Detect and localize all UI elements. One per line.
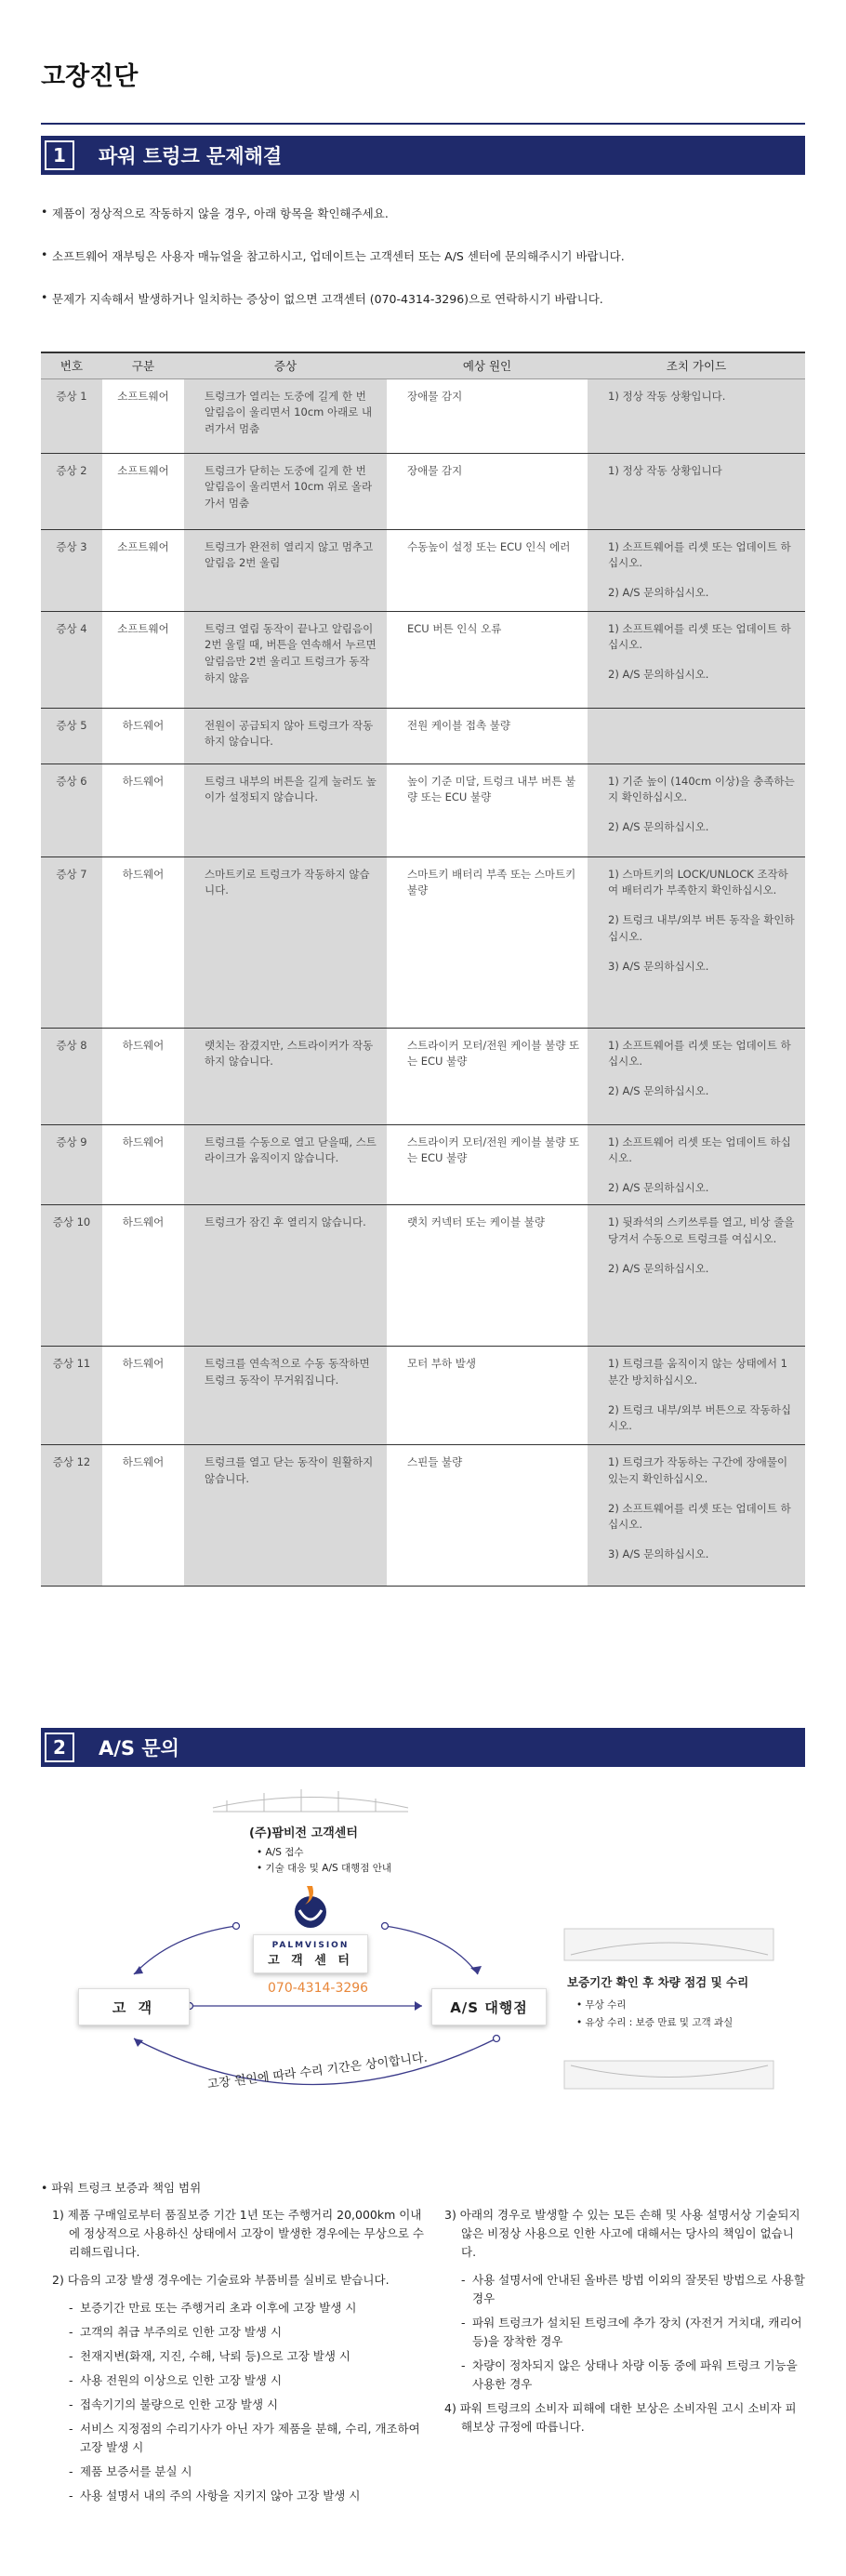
cell-symptom: 트렁크 열림 동작이 끝나고 알림음이 2번 울릴 때, 버튼을 연속해서 누르면 알림음만 2번 울리고 트렁크가 동작하지 않음: [184, 611, 387, 708]
warranty-item: 2) 다음의 고장 발생 경우에는 기술료와 부품비를 실비로 받습니다.: [52, 2273, 390, 2287]
warranty-sub-item: - 천재지변(화재, 지진, 수해, 낙뢰 등)으로 고장 발생 시: [52, 2347, 424, 2366]
cell-guide: [588, 856, 805, 1028]
cell-num: 증상 3: [41, 529, 102, 611]
cell-type: 하드웨어: [102, 856, 184, 1028]
guide-step: 1) 트렁크가 작동하는 구간에 장애물이 있는지 확인하십시오.: [608, 1454, 788, 1485]
cell-type: 하드웨어: [102, 1204, 184, 1346]
cell-num: 증상 6: [41, 764, 102, 856]
as-agency-box: A/S 대행점: [431, 1988, 547, 2025]
table-row: [41, 764, 805, 856]
arrow-head: [415, 2001, 422, 2011]
cell-guide: [588, 764, 805, 856]
cell-guide: [588, 529, 805, 611]
table-row: [41, 1204, 805, 1346]
cell-num: 증상 9: [41, 1124, 102, 1204]
arrow-node: [494, 2036, 500, 2042]
warranty-item: 4) 파워 트렁크의 소비자 피해에 대한 보상은 소비자원 고시 소비자 피해보상 규정에 따릅니다.: [444, 2401, 797, 2434]
warranty-sub-item: - 사용 설명서에 안내된 올바른 방법 이외의 잘못된 방법으로 사용할 경우: [444, 2271, 807, 2308]
section-1-intro: [41, 205, 805, 333]
cell-num: 증상 10: [41, 1204, 102, 1346]
section-2-header: [41, 1728, 805, 1767]
guide-step: 3) A/S 문의하십시오.: [608, 959, 709, 973]
title-divider: [41, 123, 805, 125]
cell-cause: 수동높이 설정 또는 ECU 인식 에러: [387, 529, 588, 611]
cell-type: 하드웨어: [102, 1444, 184, 1586]
warranty-item: 1) 제품 구매일로부터 품질보증 기간 1년 또는 주행거리 20,000km 이내에 정상적으로 사용하신 상태에서 고장이 발생한 경우에는 무상으로 수리해드립니다.: [52, 2208, 424, 2259]
table-row: [41, 1028, 805, 1124]
cell-num: 증상 7: [41, 856, 102, 1028]
cell-guide: [588, 1028, 805, 1124]
guide-step: 2) 소프트웨어를 리셋 또는 업데이트 하십시오.: [608, 1501, 791, 1532]
section-2-number: 2: [45, 1733, 74, 1762]
guide-step: 1) 소프트웨어를 리셋 또는 업데이트 하십시오.: [608, 539, 791, 570]
repair-period-note: 고장 원인에 따라 수리 기간은 상이합니다.: [206, 2051, 429, 2092]
guide-step: 2) A/S 문의하십시오.: [608, 1261, 709, 1275]
cell-cause: 높이 기준 미달, 트렁크 내부 버튼 불량 또는 ECU 불량: [387, 764, 588, 856]
cell-num: 증상 11: [41, 1346, 102, 1444]
warranty-sub-item: - 보증기간 만료 또는 주행거리 초과 이후에 고장 발생 시: [52, 2299, 424, 2317]
table-row: [41, 1124, 805, 1204]
cell-symptom: 전원이 공급되지 않아 트렁크가 작동하지 않습니다.: [184, 708, 387, 764]
table-row: [41, 453, 805, 529]
guide-step: 3) A/S 문의하십시오.: [608, 1547, 709, 1561]
guide-step: 1) 뒷좌석의 스키쓰루를 열고, 비상 줄을 당겨서 수동으로 트렁크를 여십시오.: [608, 1215, 795, 1245]
cell-type: 소프트웨어: [102, 453, 184, 529]
cell-symptom: 트렁크를 수동으로 열고 닫을때, 스트라이크가 움직이지 않습니다.: [184, 1124, 387, 1204]
cell-type: 하드웨어: [102, 1124, 184, 1204]
table-row: [41, 1444, 805, 1586]
header-guide: 조치 가이드: [588, 352, 805, 378]
cell-cause: 스핀들 불량: [387, 1444, 588, 1586]
cell-guide: [588, 453, 805, 529]
cell-symptom: 랫치는 잠겼지만, 스트라이커가 작동하지 않습니다.: [184, 1028, 387, 1124]
guide-step: 1) 소프트웨어를 리셋 또는 업데이트 하십시오.: [608, 621, 791, 652]
warranty-sub-item: - 제품 보증서를 분실 시: [52, 2463, 424, 2481]
customer-box: 고 객: [78, 1988, 190, 2025]
guide-step: 1) 트렁크를 움직이지 않는 상태에서 1분간 방치하십시오.: [608, 1356, 787, 1387]
brand-name: PALMVISION: [271, 1940, 350, 1950]
warranty-sub-item: - 사용 설명서 내의 주의 사항을 지키지 않아 고장 발생 시: [52, 2487, 424, 2505]
guide-step: 1) 소프트웨어 리셋 또는 업데이트 하십시오.: [608, 1135, 791, 1165]
warranty-sub-item: - 차량이 정차되지 않은 상태나 차량 이동 중에 파워 트렁크 기능을 사용한 경우: [444, 2357, 807, 2394]
guide-step: 1) 기준 높이 (140cm 이상)을 충족하는지 확인하십시오.: [608, 774, 795, 804]
table-row: [41, 708, 805, 764]
cell-cause: 스트라이커 모터/전원 케이블 불량 또는 ECU 불량: [387, 1124, 588, 1204]
guide-step: 2) A/S 문의하십시오.: [608, 668, 709, 682]
cell-symptom: 트렁크가 열리는 도중에 길게 한 번 알림음이 울리면서 10cm 아래로 내려가서 멈춤: [184, 378, 387, 453]
cell-type: 소프트웨어: [102, 529, 184, 611]
cell-num: 증상 4: [41, 611, 102, 708]
cell-num: 증상 12: [41, 1444, 102, 1586]
after-item: • 무상 수리: [576, 1999, 627, 2011]
table-header-row: [41, 352, 805, 378]
palmvision-logo-icon: [295, 1886, 326, 1928]
cell-symptom: 트렁크가 잠긴 후 열리지 않습니다.: [184, 1204, 387, 1346]
cell-symptom: 스마트키로 트렁크가 작동하지 않습니다.: [184, 856, 387, 1028]
cell-symptom: 트렁크를 연속적으로 수동 동작하면 트렁크 동작이 무거워집니다.: [184, 1346, 387, 1444]
cell-symptom: 트렁크가 닫히는 도중에 길게 한 번 알림음이 울리면서 10cm 위로 올라가서 멈춤: [184, 453, 387, 529]
cell-type: 하드웨어: [102, 764, 184, 856]
section-1-number: 1: [45, 140, 74, 170]
arrow-node: [382, 1923, 389, 1930]
section-1-title: 파워 트렁크 문제해결: [99, 145, 283, 167]
cell-type: 하드웨어: [102, 1028, 184, 1124]
cell-type: 소프트웨어: [102, 611, 184, 708]
guide-step: 2) 트렁크 내부/외부 버튼 동작을 확인하십시오.: [608, 913, 795, 943]
header-num: 번호: [41, 352, 102, 378]
troubleshooting-table: [41, 352, 805, 1587]
guide-step: 1) 스마트키의 LOCK/UNLOCK 조작하여 배터리가 부족한지 확인하십시오.: [608, 867, 788, 897]
intro-line: • 문제가 지속해서 발생하거나 일치하는 증상이 없으면 고객센터 (070-4314-3296)으로 연락하시기 바랍니다.: [41, 290, 805, 307]
cell-cause: 전원 케이블 접촉 불량: [387, 708, 588, 764]
header-cause: 예상 원인: [387, 352, 588, 378]
warranty-sub-item: - 접속기기의 불량으로 인한 고장 발생 시: [52, 2396, 424, 2414]
cell-cause: 장애물 감지: [387, 453, 588, 529]
guide-step: 1) 소프트웨어를 리셋 또는 업데이트 하십시오.: [608, 1038, 791, 1069]
warranty-item: 3) 아래의 경우로 발생할 수 있는 모든 손해 및 사용 설명서상 기술되지 않은 비정상 사용으로 인한 사고에 대해서는 당사의 책임이 없습니다.: [444, 2208, 800, 2259]
cell-symptom: 트렁크가 완전히 열리지 않고 멈추고 알림음 2번 울림: [184, 529, 387, 611]
after-item: • 유상 수리 : 보증 만료 및 고객 과실: [576, 2017, 734, 2028]
warranty-sub-item: - 사용 전원의 이상으로 인한 고장 발생 시: [52, 2371, 424, 2390]
cell-cause: 스트라이커 모터/전원 케이블 불량 또는 ECU 불량: [387, 1028, 588, 1124]
header-symptom: 증상: [184, 352, 387, 378]
warranty-sub-item: - 고객의 취급 부주의로 인한 고장 발생 시: [52, 2323, 424, 2342]
cell-symptom: 트렁크를 열고 닫는 동작이 원활하지 않습니다.: [184, 1444, 387, 1586]
page-title: 고장진단: [41, 62, 139, 91]
cell-num: 증상 8: [41, 1028, 102, 1124]
warranty-sub-item: - 서비스 지정점의 수리기사가 아닌 자가 제품을 분해, 수리, 개조하여 고장 발생 시: [52, 2420, 424, 2457]
cell-cause: 랫치 커넥터 또는 케이블 불량: [387, 1204, 588, 1346]
after-title: 보증기간 확인 후 차량 점검 및 수리: [567, 1975, 749, 1989]
cell-type: 하드웨어: [102, 1346, 184, 1444]
panel-sketch-top: [213, 1789, 408, 1812]
table-row: [41, 1346, 805, 1444]
table-row: [41, 856, 805, 1028]
guide-step: 2) A/S 문의하십시오.: [608, 586, 709, 600]
cell-cause: 모터 부하 발생: [387, 1346, 588, 1444]
guide-step: 1) 정상 작동 상황입니다: [608, 463, 722, 477]
cell-guide: [588, 1124, 805, 1204]
cell-guide: [588, 1346, 805, 1444]
table-row: [41, 611, 805, 708]
warranty-sub-item: - 파워 트렁크가 설치된 트렁크에 추가 장치 (자전거 거치대, 캐리어 등)을 장착한 경우: [444, 2314, 807, 2351]
center-item: • 기술 대응 및 A/S 대행점 안내: [257, 1863, 392, 1874]
cell-cause: ECU 버튼 인식 오류: [387, 611, 588, 708]
section-1-header: [41, 136, 805, 175]
cell-symptom: 트렁크 내부의 버튼을 길게 눌러도 높이가 설정되지 않습니다.: [184, 764, 387, 856]
table-row: [41, 378, 805, 453]
cell-num: 증상 2: [41, 453, 102, 529]
guide-step: 2) A/S 문의하십시오.: [608, 820, 709, 834]
center-name: (주)팜비전 고객센터: [249, 1826, 358, 1840]
guide-step: 2) A/S 문의하십시오.: [608, 1084, 709, 1098]
warranty-left-column: [52, 2206, 424, 2511]
cell-guide: [588, 611, 805, 708]
cell-cause: 장애물 감지: [387, 378, 588, 453]
cell-guide: [588, 708, 805, 764]
diagram-lines: [41, 1782, 805, 2126]
guide-step: 2) 트렁크 내부/외부 버튼으로 작동하십시오.: [608, 1402, 791, 1433]
section-2-title: A/S 문의: [99, 1737, 179, 1759]
center-item: • A/S 접수: [257, 1847, 304, 1858]
warranty-title: • 파워 트렁크 보증과 책임 범위: [41, 2181, 202, 2195]
cell-guide: [588, 1444, 805, 1586]
cell-cause: 스마트키 배터리 부족 또는 스마트키 불량: [387, 856, 588, 1028]
cell-guide: [588, 1204, 805, 1346]
center-phone: 070-4314-3296: [268, 1981, 369, 1996]
cell-num: 증상 5: [41, 708, 102, 764]
intro-line: • 제품이 정상적으로 작동하지 않을 경우, 아래 항목을 확인해주세요.: [41, 205, 805, 221]
brand-sub: 고 객 센 터: [268, 1953, 353, 1968]
table-row: [41, 529, 805, 611]
guide-step: 1) 정상 작동 상황입니다.: [608, 389, 726, 403]
as-flow-diagram: [41, 1782, 805, 2126]
cell-guide: [588, 378, 805, 453]
customer-center-box: [253, 1934, 368, 1973]
warranty-right-column: [444, 2206, 807, 2446]
cell-type: 소프트웨어: [102, 378, 184, 453]
cell-num: 증상 1: [41, 378, 102, 453]
guide-step: 2) A/S 문의하십시오.: [608, 1181, 709, 1195]
intro-line: • 소프트웨어 재부팅은 사용자 매뉴얼을 참고하시고, 업데이트는 고객센터 또는 A/S 센터에 문의해주시기 바랍니다.: [41, 247, 805, 264]
header-type: 구분: [102, 352, 184, 378]
cell-type: 하드웨어: [102, 708, 184, 764]
arrow-node: [233, 1923, 240, 1930]
